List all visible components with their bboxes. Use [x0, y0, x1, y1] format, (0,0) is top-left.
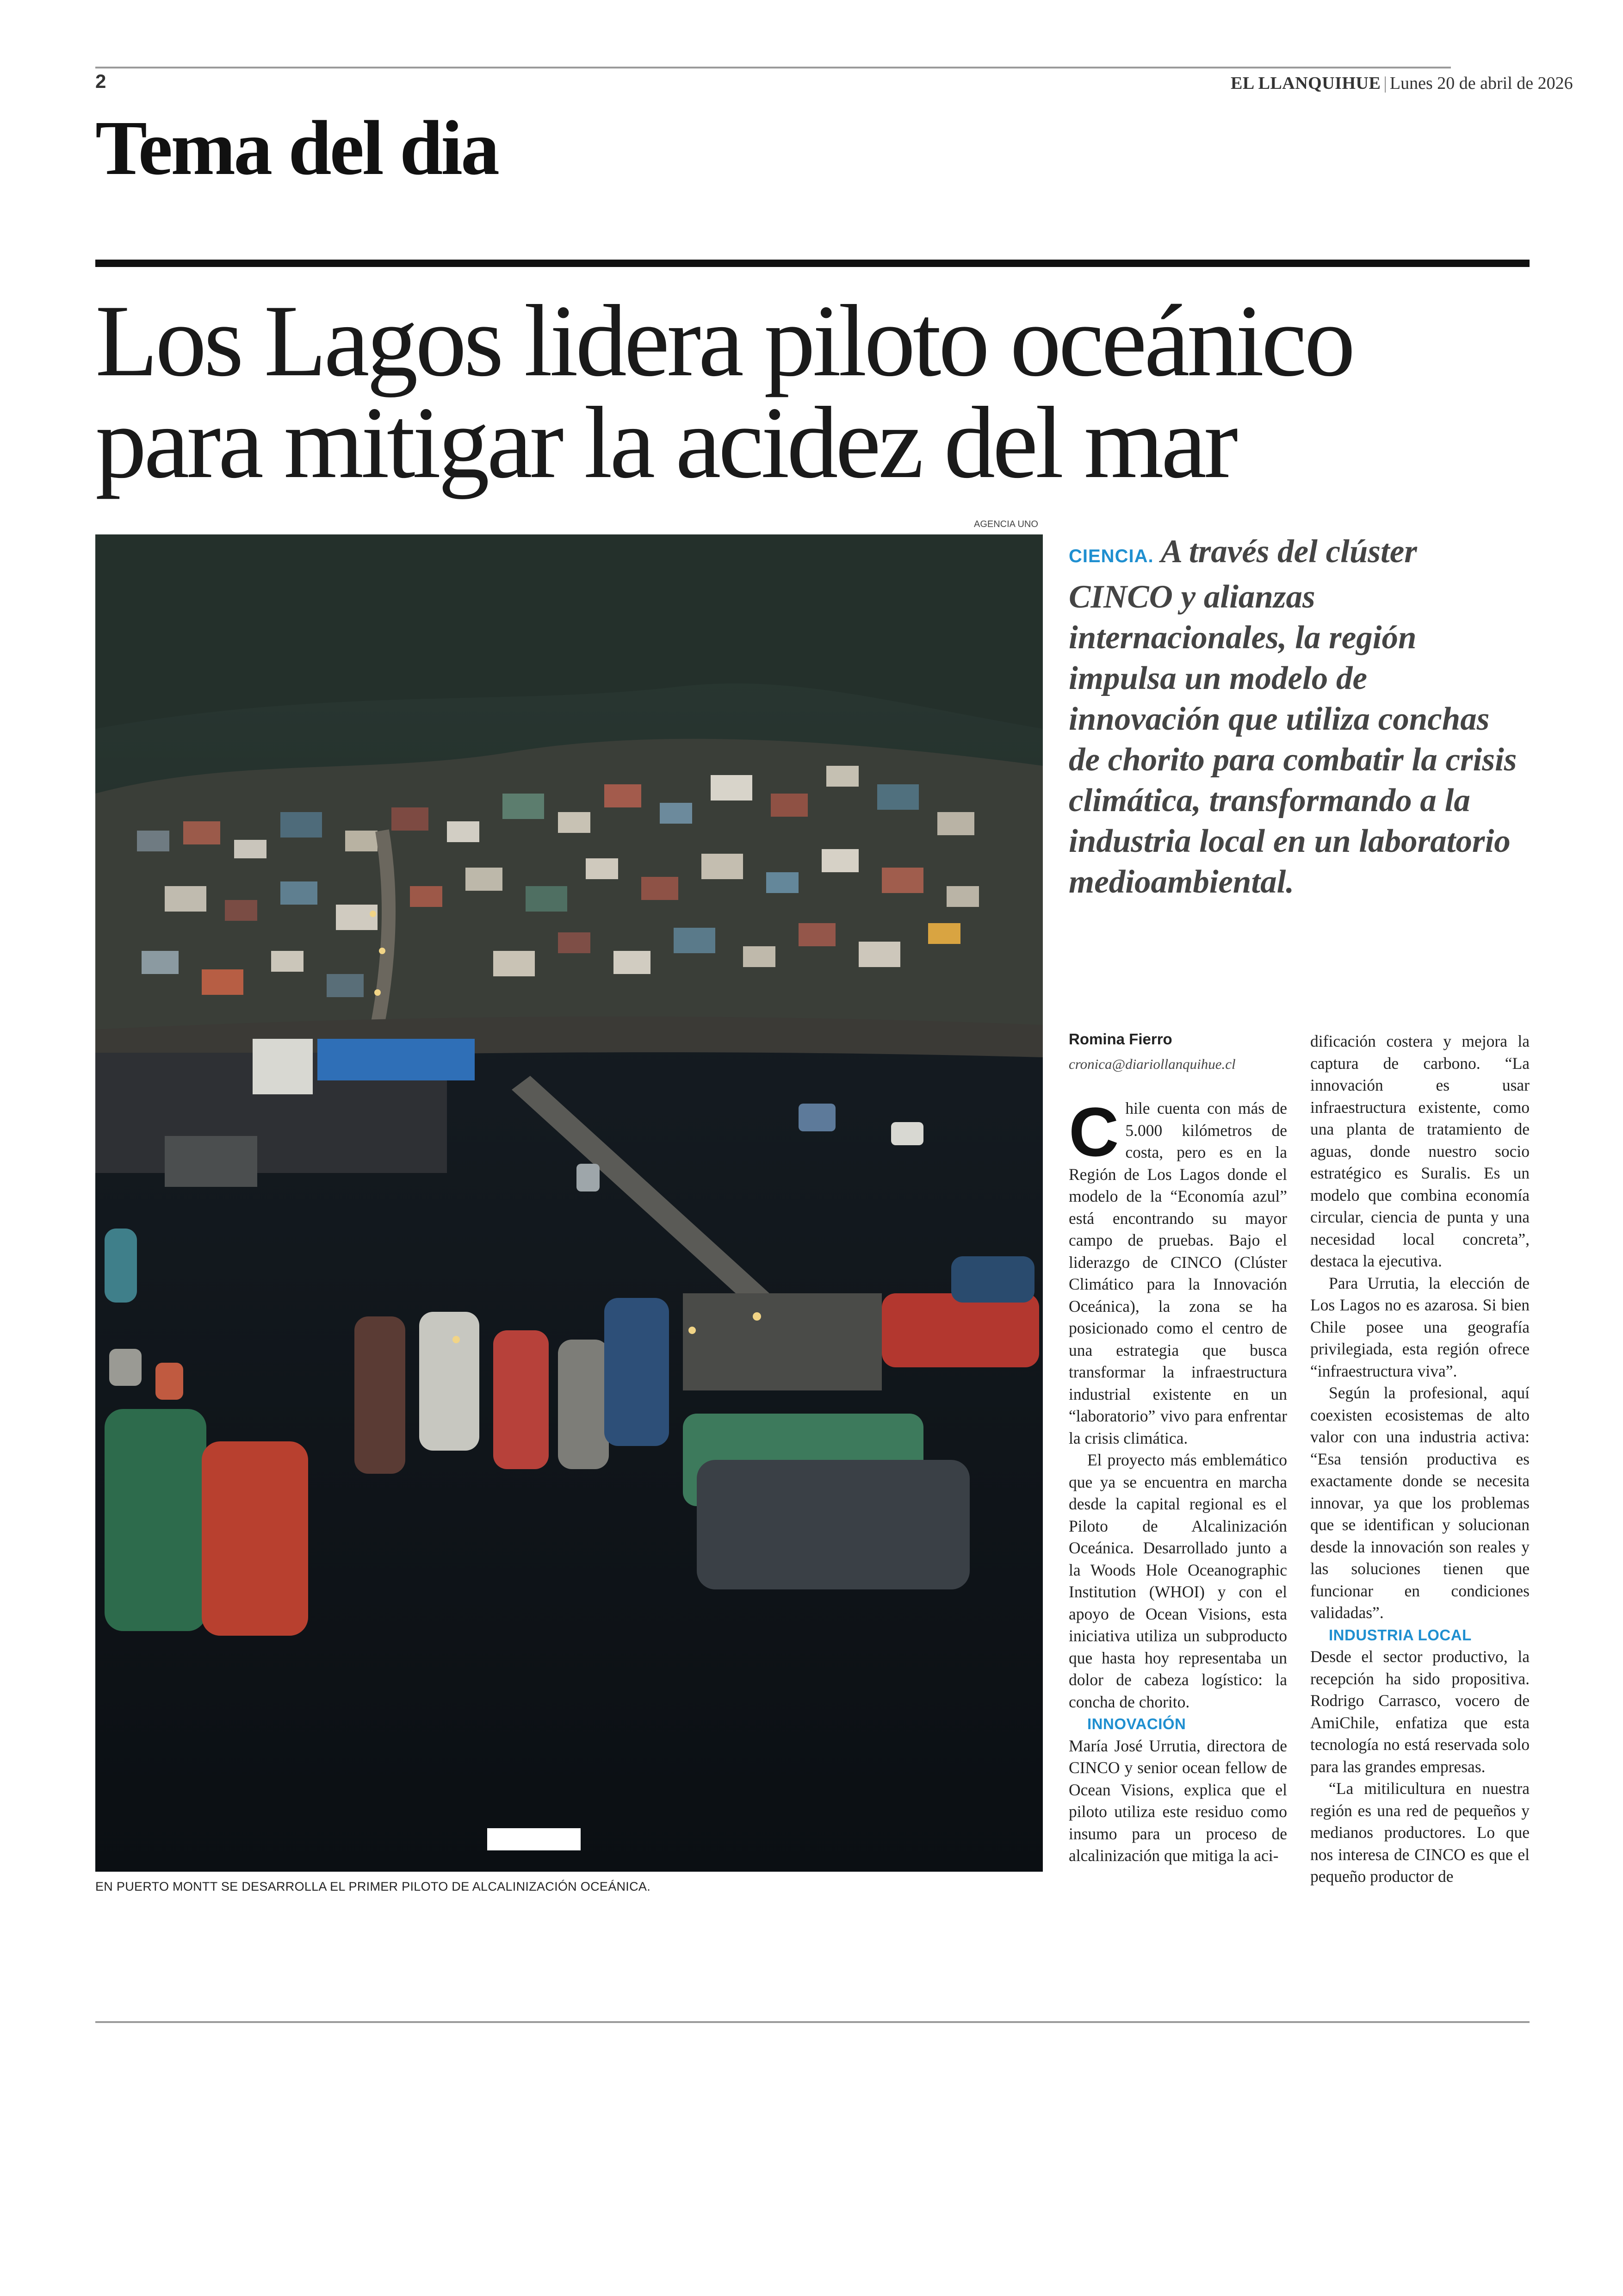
headline-line-1: Los Lagos lidera piloto oceánico	[95, 284, 1353, 398]
subhead-industria-local: INDUSTRIA LOCAL	[1329, 1626, 1472, 1644]
photo-credit: AGENCIA UNO	[974, 519, 1038, 529]
paragraph-6: Según la profesional, aquí coexisten ecosistemas de alto valor con una industria activa: “Esa tensión productiva es exactamente donde se necesita innovar, ya que los problemas que se identifican y solucionan desde la innovación son reales y las soluciones tienen que funcionar en condiciones validadas”.	[1310, 1384, 1530, 1622]
paragraph-4: dificación costera y mejora la captura de carbono. “La innovación es usar infraestructura existente, como una planta de tratamiento de aguas, donde nuestro socio estratégico es Suralis. Es un modelo que combina economía circular, ciencia de punta y una necesidad local concreta”, destaca la ejecutiva.	[1310, 1032, 1530, 1270]
article-column-2	[1310, 1030, 1530, 1888]
article-deck	[1069, 531, 1527, 902]
page-number: 2	[95, 70, 106, 92]
masthead: EL LLANQUIHUE | Lunes 20 de abril de 2026	[1231, 74, 1573, 93]
bottom-rule	[95, 2021, 1530, 2023]
paragraph-1-text: hile cuenta con más de 5.000 kilómetros de costa, pero es en la Región de Los Lagos donde el modelo de la “Economía azul” está encontrando su mayor campo de pruebas. Bajo el liderazgo de CINCO (Clúster Climático para la Innovación Oceánica), la zona se ha posicionado como el centro de una estrategia que busca transformar la infraestructura industrial existente en un “laboratorio” vivo para enfrentar la crisis climática.	[1069, 1099, 1287, 1447]
paragraph-3: María José Urrutia, directora de CINCO y senior ocean fellow de Ocean Visions, explica que el piloto utiliza este residuo como insumo para un proceso de alcalinización que mitiga la aci-	[1069, 1736, 1287, 1865]
subhead-innovacion: INNOVACIÓN	[1087, 1715, 1186, 1732]
section-rule	[95, 260, 1530, 267]
paragraph-1	[1069, 1093, 1287, 1449]
issue-date: Lunes 20 de abril de 2026	[1389, 74, 1573, 93]
deck-kicker: CIENCIA.	[1069, 546, 1154, 566]
photo-corner-tab	[487, 1828, 581, 1850]
paragraph-8: “La mitilicultura en nuestra región es una red de pequeños y medianos productores. Lo que nos interesa de CINCO es que el pequeño productor de	[1310, 1779, 1530, 1886]
harbor-photo-illustration	[95, 534, 1043, 1872]
author-email: cronica@diariollanquihue.cl	[1069, 1056, 1236, 1072]
headline-line-2: para mitigar la acidez del mar	[95, 385, 1236, 500]
top-rule	[95, 67, 1451, 68]
deck-text: A través del clúster CINCO y alianzas internacionales, la región impulsa un modelo de innovación que utiliza conchas de chorito para combatir la crisis climática, transformando a la industria local en un laboratorio medioambiental.	[1069, 534, 1517, 900]
paragraph-2: El proyecto más emblemático que ya se encuentra en marcha desde la capital regional es el Piloto de Alcalinización Oceánica. Desarrollado junto a la Woods Hole Oceanographic Institution (WHOI) y con el apoyo de Ocean Visions, esta iniciativa utiliza un subproducto que hasta hoy representaba un dolor de cabeza logístico: la concha de chorito.	[1069, 1451, 1287, 1711]
paragraph-5: Para Urrutia, la elección de Los Lagos no es azarosa. Si bien Chile posee una geografía privilegiada, esta región ofrece “infraestructura viva”.	[1310, 1273, 1530, 1380]
article-column-1	[1069, 1093, 1287, 1867]
paragraph-7: Desde el sector productivo, la recepción ha sido propositiva. Rodrigo Carrasco, vocero de AmiChile, enfatiza que esta tecnología no está reservada solo para las grandes empresas.	[1310, 1647, 1530, 1776]
headline	[95, 284, 1530, 500]
harbor-photo	[95, 534, 1043, 1872]
dropcap: C	[1069, 1093, 1119, 1171]
photo-caption: EN PUERTO MONTT SE DESARROLLA EL PRIMER PILOTO DE ALCALINIZACIÓN OCEÁNICA.	[95, 1880, 650, 1893]
section-title: Tema del dia	[95, 105, 498, 191]
publication-name: EL LLANQUIHUE	[1231, 74, 1381, 93]
byline: Romina Fierro	[1069, 1030, 1172, 1048]
